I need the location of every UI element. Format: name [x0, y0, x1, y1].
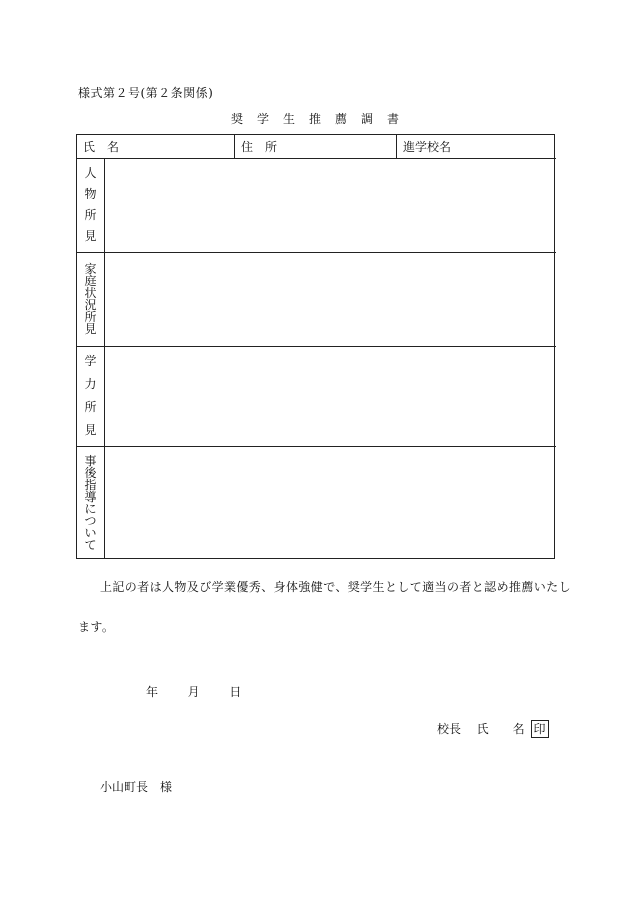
label-char: つ	[84, 514, 97, 528]
row-label-follow-up	[77, 447, 105, 558]
row-character-assessment	[77, 159, 556, 253]
label-char: 況	[84, 298, 97, 312]
row-follow-up-guidance	[77, 447, 556, 558]
label-char: 状	[84, 286, 97, 300]
academic-assessment-field[interactable]	[105, 347, 556, 446]
row-label-family	[77, 253, 105, 346]
label-char: 所	[84, 208, 97, 222]
character-assessment-field[interactable]	[105, 159, 556, 252]
header-name-cell[interactable]: 氏 名	[77, 135, 235, 159]
label-char: 導	[84, 490, 97, 504]
label-char: 事	[84, 454, 97, 468]
label-char: 所	[84, 310, 97, 324]
label-char: 力	[84, 377, 97, 391]
label-char: 見	[84, 423, 97, 437]
row-academic-assessment	[77, 347, 556, 447]
label-char: 見	[84, 322, 97, 336]
document-title-text: 奨学生推薦調書	[230, 112, 413, 126]
label-char: に	[84, 502, 97, 516]
label-char: て	[84, 538, 97, 552]
principal-role: 校長	[437, 722, 462, 736]
recommendation-table	[76, 134, 555, 559]
label-char: 後	[84, 466, 97, 480]
date-line	[146, 683, 241, 700]
family-assessment-field[interactable]	[105, 253, 556, 346]
header-address-cell[interactable]: 住 所	[235, 135, 397, 159]
statement-line-2: ます。	[78, 620, 115, 634]
label-char: 見	[84, 229, 97, 243]
label-char: 庭	[84, 274, 97, 288]
label-char: 学	[84, 354, 97, 368]
seal-mark: 印	[531, 720, 549, 738]
date-month[interactable]: 月	[187, 685, 200, 699]
row-label-academic	[77, 347, 105, 446]
row-label-character	[77, 159, 105, 252]
addressee: 小山町長 様	[100, 780, 173, 794]
label-char: 家	[84, 262, 97, 276]
date-day[interactable]: 日	[229, 685, 242, 699]
date-year[interactable]: 年	[146, 685, 159, 699]
row-family-assessment	[77, 253, 556, 347]
principal-signature	[437, 720, 549, 738]
form-number: 様式第２号(第２条関係)	[78, 86, 214, 100]
label-char: い	[84, 526, 97, 540]
principal-name-label[interactable]: 氏 名	[476, 722, 525, 736]
document-title	[0, 110, 630, 127]
statement-line-1: 上記の者は人物及び学業優秀、身体強健で、奨学生として適当の者と認め推薦いたし	[100, 580, 571, 594]
label-char: 人	[84, 166, 97, 180]
follow-up-guidance-field[interactable]	[105, 447, 556, 558]
label-char: 指	[84, 478, 97, 492]
header-school-cell[interactable]: 進学校名	[397, 135, 556, 159]
label-char: 所	[84, 400, 97, 414]
label-char: 物	[84, 187, 97, 201]
